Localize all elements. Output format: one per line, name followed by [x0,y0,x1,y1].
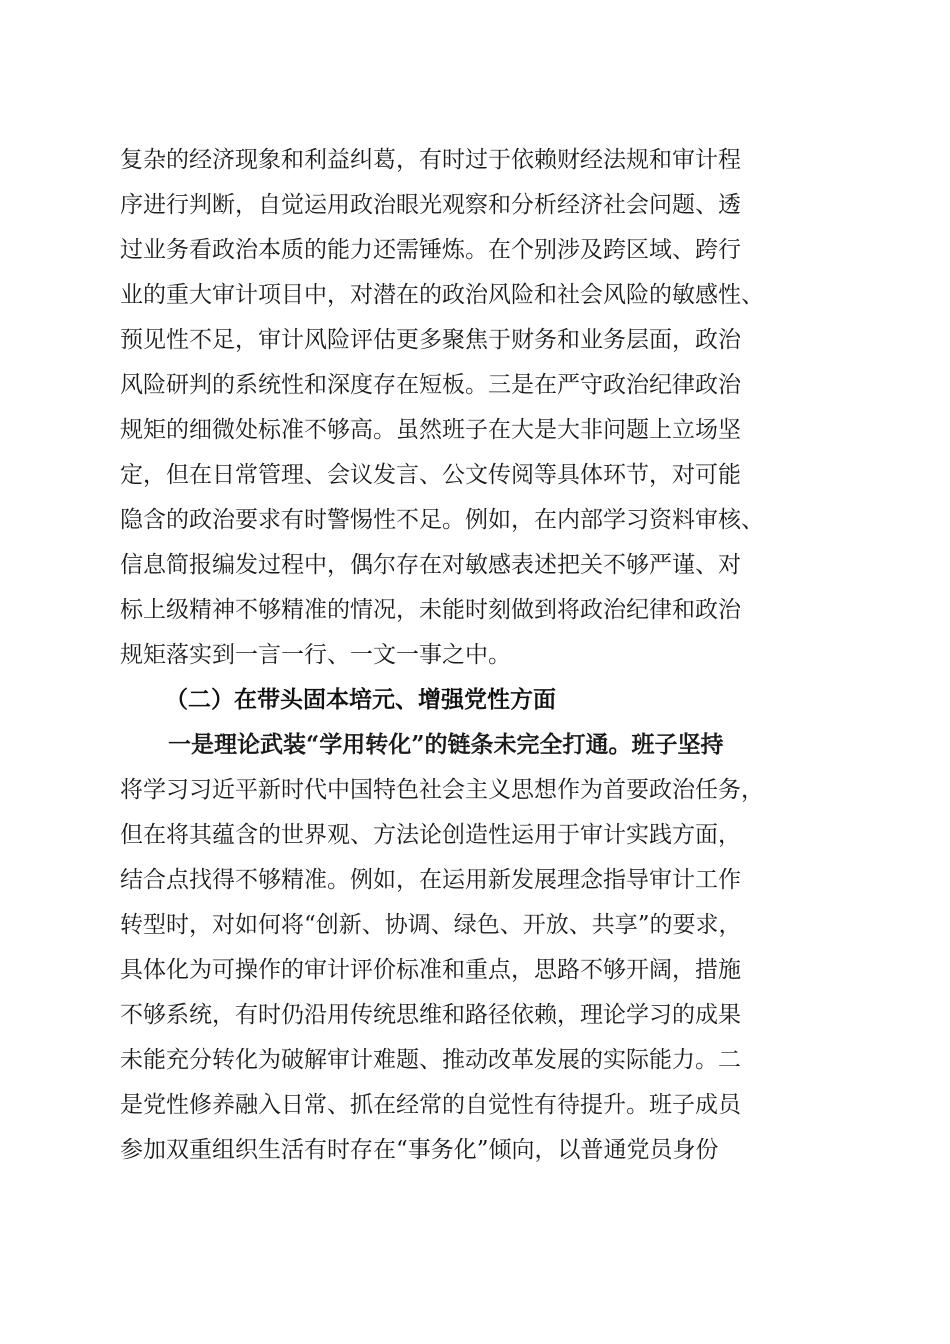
text-line: 业的重大审计项目中，对潜在的政治风险和社会风险的敏感性、 [120,282,764,308]
text-line: 结合点找得不够精准。例如，在运用新发展理念指导审计工作 [120,867,741,893]
text-line: 参加双重组织生活有时存在“事务化”倾向，以普通党员身份 [120,1137,719,1163]
text-line: 预见性不足，审计风险评估更多聚焦于财务和业务层面，政治 [120,327,741,353]
text-line: 转型时，对如何将“创新、协调、绿色、开放、共享”的要求， [120,912,742,938]
text-line: 规矩的细微处标准不够高。虽然班子在大是大非问题上立场坚 [120,417,741,443]
text-line: 风险研判的系统性和深度存在短板。三是在严守政治纪律政治 [120,372,741,398]
text-line: 具体化为可操作的审计评价标准和重点，思路不够开阔，措施 [120,957,741,983]
text-line: 复杂的经济现象和利益纠葛，有时过于依赖财经法规和审计程 [120,147,741,173]
text-line: 一是理论武装“学用转化”的链条未完全打通。班子坚持 [168,731,724,758]
text-line: 将学习习近平新时代中国特色社会主义思想作为首要政治任务， [120,777,764,803]
text-line: 未能充分转化为破解审计难题、推动改革发展的实际能力。二 [120,1047,741,1073]
text-line: 序进行判断，自觉运用政治眼光观察和分析经济社会问题、透 [120,192,741,218]
text-line: 标上级精神不够精准的情况，未能时刻做到将政治纪律和政治 [120,597,741,623]
text-line: 是党性修养融入日常、抓在经常的自觉性有待提升。班子成员 [120,1092,741,1118]
section-heading: （二）在带头固本培元、增强党性方面 [165,687,556,713]
text-line: 隐含的政治要求有时警惕性不足。例如，在内部学习资料审核、 [120,507,764,533]
text-line: 过业务看政治本质的能力还需锤炼。在个别涉及跨区域、跨行 [120,237,741,263]
text-line: 但在将其蕴含的世界观、方法论创造性运用于审计实践方面， [120,822,741,848]
text-line: 定，但在日常管理、会议发言、公文传阅等具体环节，对可能 [120,462,741,488]
text-line: 不够系统，有时仍沿用传统思维和路径依赖，理论学习的成果 [120,1002,741,1028]
text-line: 信息简报编发过程中，偶尔存在对敏感表述把关不够严谨、对 [120,552,741,578]
text-line: 规矩落实到一言一行、一文一事之中。 [120,642,511,668]
